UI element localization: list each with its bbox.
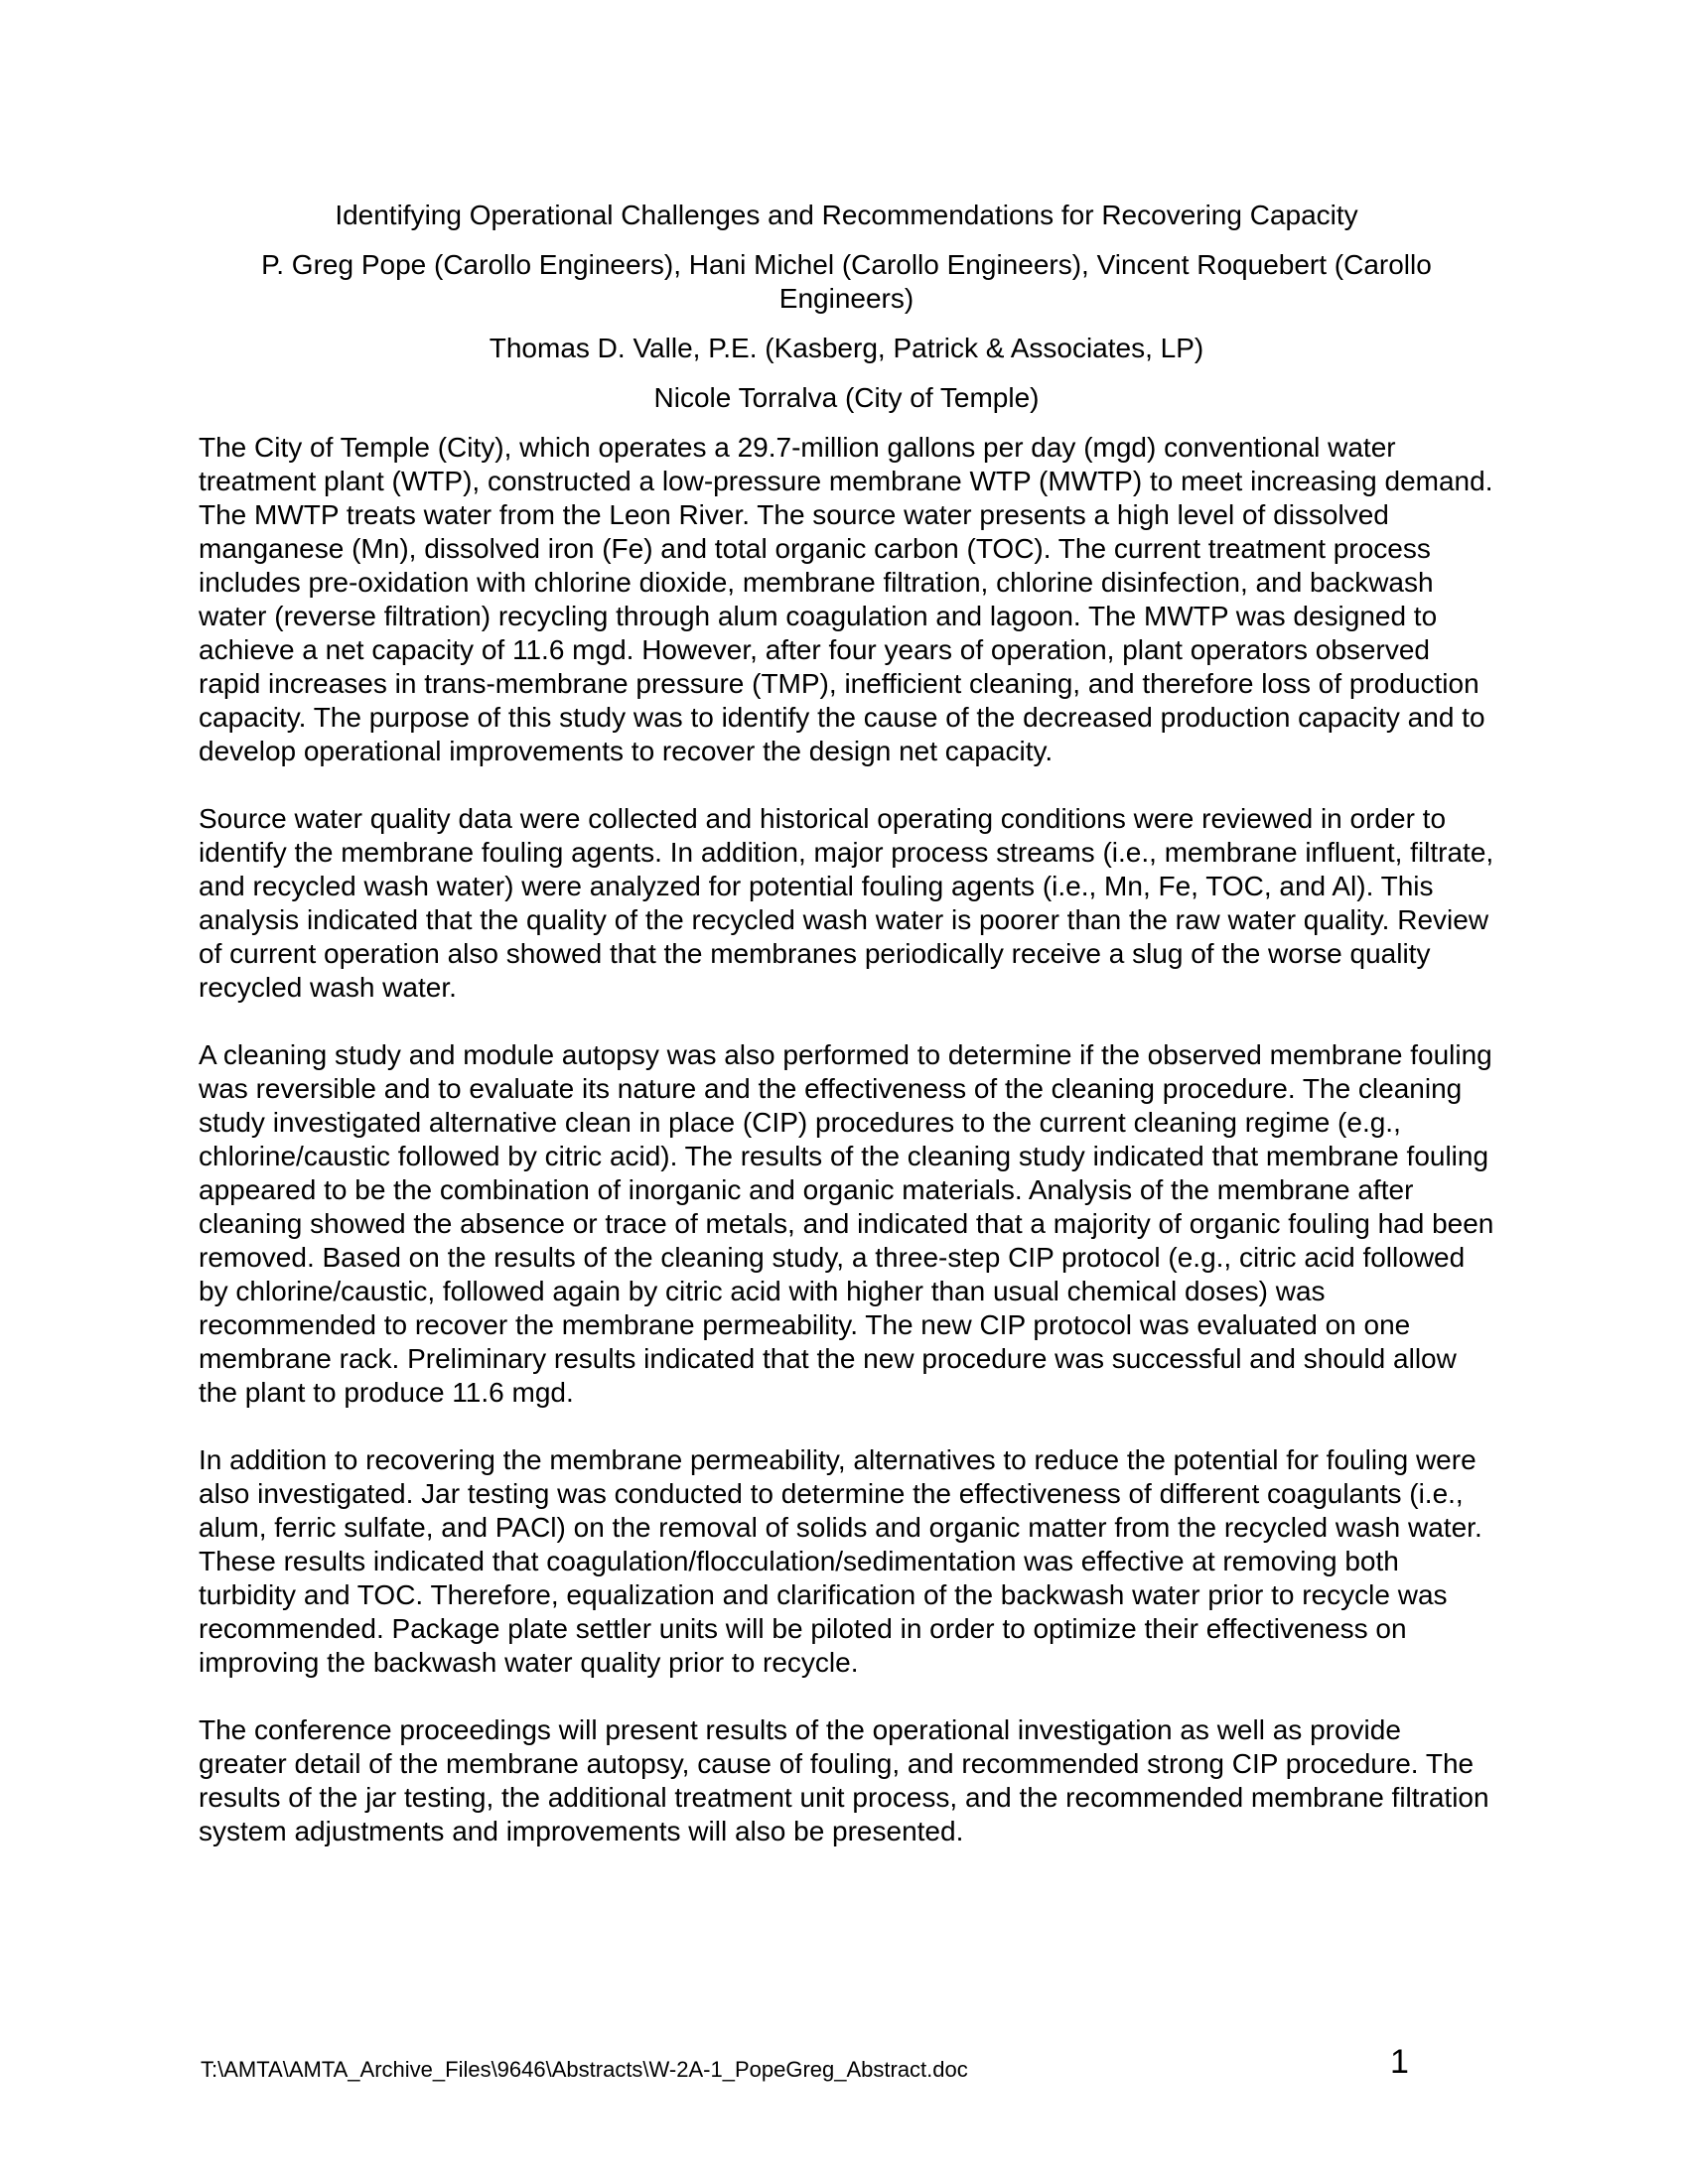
footer-file-path: T:\AMTA\AMTA_Archive_Files\9646\Abstracts\W-2A-1_PopeGreg_Abstract.doc [201,2057,968,2082]
abstract-paragraph-2: Source water quality data were collected and historical operating conditions were reviewed in order to identify the membrane fouling agents. In addition, major process streams (i.e., membrane influent, filtrate, and recycled wash water) were analyzed for potential fouling agents (i.e., Mn, Fe, TOC, and Al). This analysis indicated that the quality of the recycled wash water is poorer than the raw water quality. Review of current operation also showed that the membranes periodically receive a slug of the worse quality recycled wash water. [199,803,1494,1003]
abstract-paragraph-4: In addition to recovering the membrane permeability, alternatives to reduce the potential for fouling were also investigated. Jar testing was conducted to determine the effectiveness of different coagulants (i.e., alum, ferric sulfate, and PACl) on the removal of solids and organic matter from the recycled wash water. These results indicated that coagulation/flocculation/sedimentation was effective at removing both turbidity and TOC. Therefore, equalization and clarification of the backwash water prior to recycle was recommended. Package plate settler units will be piloted in order to optimize their effectiveness on improving the backwash water quality prior to recycle. [199,1444,1482,1678]
document-body [199,199,1494,1848]
page-number: 1 [1390,2043,1409,2081]
page-title: Identifying Operational Challenges and Recommendations for Recovering Capacity [335,200,1358,230]
author-line-2: Thomas D. Valle, P.E. (Kasberg, Patrick & Associates, LP) [489,333,1204,363]
abstract-paragraph-3: A cleaning study and module autopsy was also performed to determine if the observed membrane fouling was reversible and to evaluate its nature and the effectiveness of the cleaning procedure. The cleaning study investigated alternative clean in place (CIP) procedures to the current cleaning regime (e.g., chlorine/caustic followed by citric acid). The results of the cleaning study indicated that membrane fouling appeared to be the combination of inorganic and organic materials. Analysis of the membrane after cleaning showed the absence or trace of metals, and indicated that a majority of organic fouling had been removed. Based on the results of the cleaning study, a three-step CIP protocol (e.g., citric acid followed by chlorine/caustic, followed again by citric acid with higher than usual chemical doses) was recommended to recover the membrane permeability. The new CIP protocol was evaluated on one membrane rack. Preliminary results indicated that the new procedure was successful and should allow the plant to produce 11.6 mgd. [199,1039,1494,1408]
author-line-3: Nicole Torralva (City of Temple) [653,382,1040,413]
author-line-1: P. Greg Pope (Carollo Engineers), Hani Michel (Carollo Engineers), Vincent Roquebert (Carollo Engineers) [261,249,1432,314]
abstract-paragraph-1: The City of Temple (City), which operates a 29.7-million gallons per day (mgd) conventional water treatment plant (WTP), constructed a low-pressure membrane WTP (MWTP) to meet increasing demand. The MWTP treats water from the Leon River. The source water presents a high level of dissolved manganese (Mn), dissolved iron (Fe) and total organic carbon (TOC). The current treatment process includes pre-oxidation with chlorine dioxide, membrane filtration, chlorine disinfection, and backwash water (reverse filtration) recycling through alum coagulation and lagoon. The MWTP was designed to achieve a net capacity of 11.6 mgd. However, after four years of operation, plant operators observed rapid increases in trans-membrane pressure (TMP), inefficient cleaning, and therefore loss of production capacity. The purpose of this study was to identify the cause of the decreased production capacity and to develop operational improvements to recover the design net capacity. [199,432,1493,766]
abstract-paragraph-5: The conference proceedings will present results of the operational investigation as well as provide greater detail of the membrane autopsy, cause of fouling, and recommended strong CIP procedure. The results of the jar testing, the additional treatment unit process, and the recommended membrane filtration system adjustments and improvements will also be presented. [199,1714,1489,1846]
